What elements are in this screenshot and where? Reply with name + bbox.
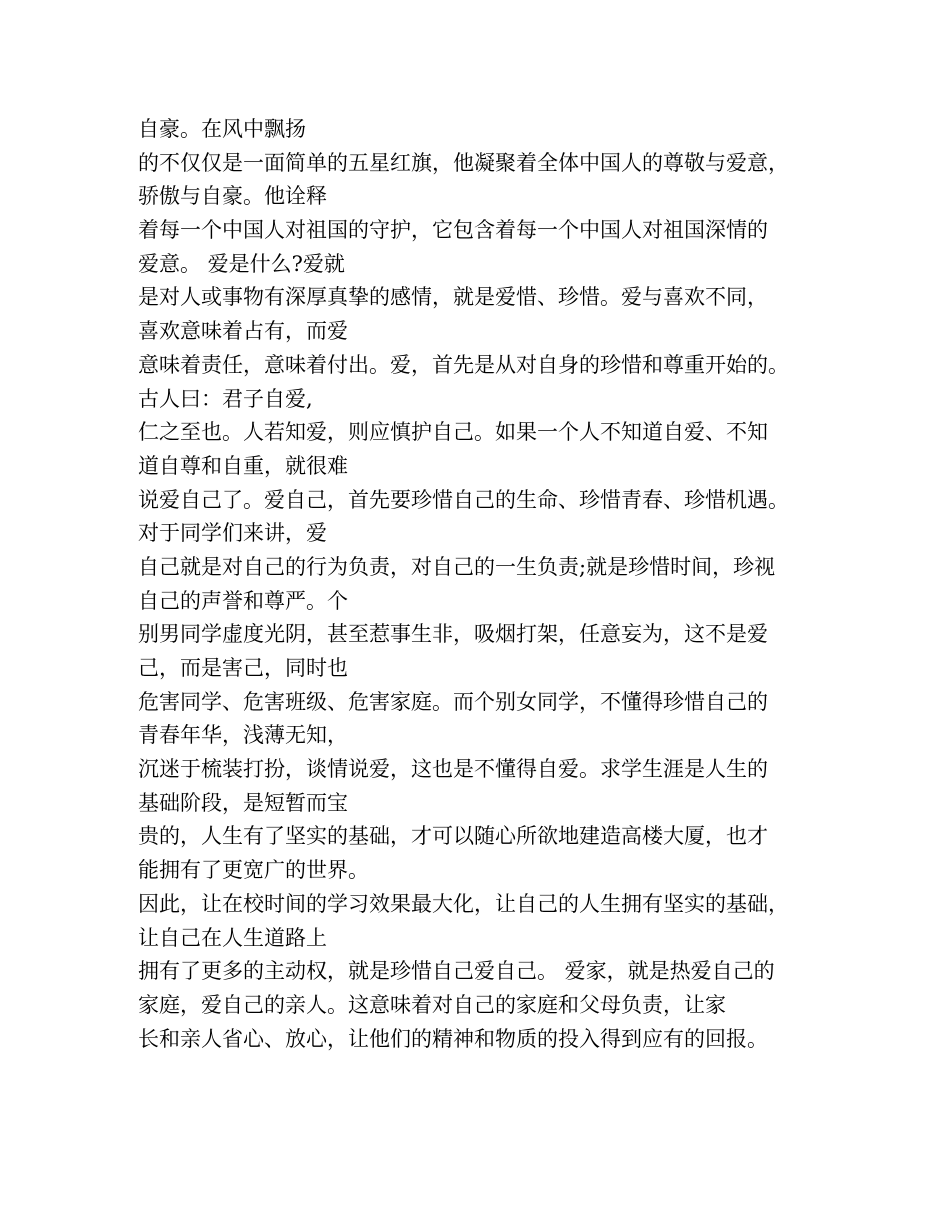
text-line: 自豪。在风中飘扬 — [138, 117, 306, 141]
text-line: 贵的，人生有了坚实的基础，才可以随心所欲地建造高楼大厦，也才 — [138, 824, 768, 849]
text-line: 的不仅仅是一面简单的五星红旗，他凝聚着全体中国人的尊敬与爱意， — [138, 150, 789, 175]
text-line: 家庭，爱自己的亲人。这意味着对自己的家庭和父母负责，让家 — [138, 992, 726, 1017]
text-line: 危害同学、危害班级、危害家庭。而个别女同学，不懂得珍惜自己的 — [138, 689, 768, 714]
text-line: 喜欢意味着占有，而爱 — [138, 319, 348, 344]
text-line: 长和亲人省心、放心，让他们的精神和物质的投入得到应有的回报。 — [138, 1026, 768, 1051]
text-line: 青春年华，浅薄无知， — [138, 723, 348, 748]
text-line: 沉迷于梳装打扮，谈情说爱，这也是不懂得自爱。求学生涯是人生的 — [138, 757, 768, 782]
text-line: 拥有了更多的主动权，就是珍惜自己爱自己。 爱家，就是热爱自己的 — [138, 959, 775, 984]
text-line: 道自尊和自重，就很难 — [138, 453, 348, 478]
text-line: 能拥有了更宽广的世界。 — [138, 858, 369, 883]
text-line: 让自己在人生道路上 — [138, 925, 327, 950]
text-line: 说爱自己了。爱自己，首先要珍惜自己的生命、珍惜青春、珍惜机遇。 — [138, 487, 789, 512]
text-line: 基础阶段，是短暂而宝 — [138, 790, 348, 815]
text-line: 对于同学们来讲，爱 — [138, 521, 327, 546]
text-line: 古人曰：君子自爱, — [138, 386, 313, 411]
text-line: 别男同学虚度光阴，甚至惹事生非，吸烟打架，任意妄为，这不是爱 — [138, 622, 768, 647]
text-line: 因此，让在校时间的学习效果最大化，让自己的人生拥有坚实的基础， — [138, 891, 789, 916]
text-line: 骄傲与自豪。他诠释 — [138, 184, 327, 209]
text-line: 爱意。 爱是什么?爱就 — [138, 251, 345, 276]
text-line: 自己的声誉和尊严。个 — [138, 588, 348, 613]
text-line: 自己就是对自己的行为负责，对自己的一生负责;就是珍惜时间，珍视 — [138, 554, 776, 579]
text-line: 是对人或事物有深厚真挚的感情，就是爱惜、珍惜。爱与喜欢不同， — [138, 285, 768, 310]
text-line: 着每一个中国人对祖国的守护，它包含着每一个中国人对祖国深情的 — [138, 218, 768, 243]
document-text — [138, 113, 828, 1056]
text-line: 仁之至也。人若知爱，则应慎护自己。如果一个人不知道自爱、不知 — [138, 420, 768, 445]
text-line: 意味着责任，意味着付出。爱，首先是从对自身的珍惜和尊重开始的。 — [138, 352, 789, 377]
text-line: 己，而是害己，同时也 — [138, 656, 348, 680]
